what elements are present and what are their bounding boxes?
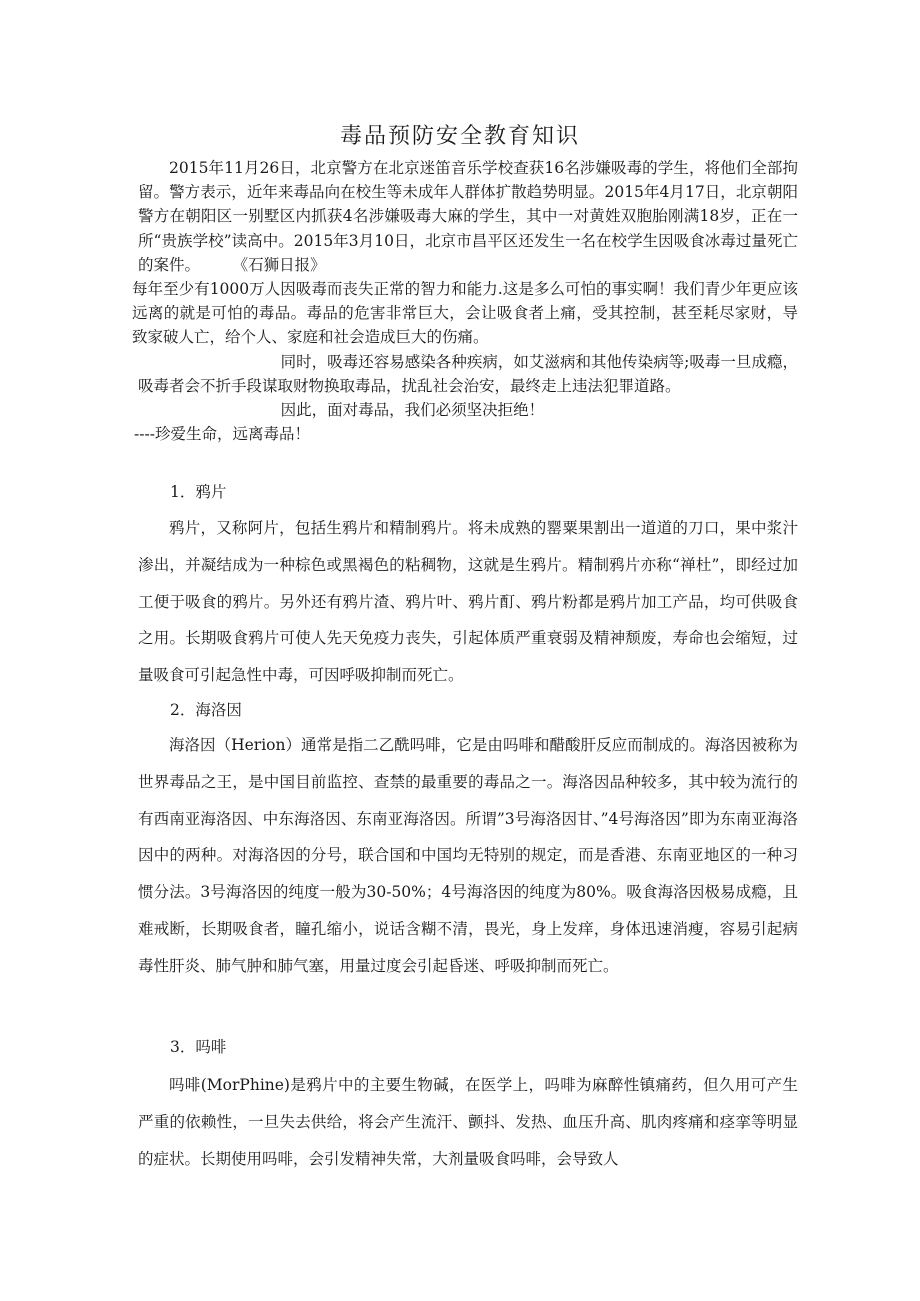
section-heading: 1．鸦片 [170, 483, 227, 501]
section-morphine [138, 1035, 798, 1177]
section-opium [138, 480, 798, 694]
section-body: 海洛因（Herion）通常是指二乙酰吗啡，它是由吗啡和醋酸肝反应而制成的。海洛因被称为世界毒品之王，是中国目前监控、查禁的最重要的毒品之一。海洛因品种较多，其中较为流行的有西南亚海洛因、中东海洛因、东南亚海洛因。所谓”3号海洛因甘、”4号海洛因”即为东南亚海洛因中的两种。对海洛因的分号，联合国和中国均无特别的规定，而是香港、东南亚地区的一种习惯分法。3号海洛因的纯度一般为30-50%；4号海洛因的纯度为80%。吸食海洛因极易成瘾，且难戒断，长期吸食者，瞳孔缩小，说话含糊不清，畏光，身上发痒，身体迅速消瘦，容易引起病毒性肝炎、肺气肿和肺气塞，用量过度会引起昏迷、呼吸抑制而死亡。 [138, 736, 798, 975]
intro-paragraph: 因此，面对毒品，我们必须坚决拒绝！ [280, 401, 545, 420]
news-text: 2015年11月26日，北京警方在北京迷笛音乐学校查获16名涉嫌吸毒的学生，将他们全部拘留。警方表示，近年来毒品向在校生等未成年人群体扩散趋势明显。2015年4月17日，北京朝阳警方在朝阳区一别墅区内抓获4名涉嫌吸毒大麻的学生，其中一对黄姓双胞胎刚满18岁，正在一所“贵族学校”读高中。2015年3月10日，北京市昌平区还发生一名在校学生因吸食冰毒过量死亡的案件。 [138, 159, 798, 274]
page-title: 毒品预防安全教育知识 [339, 124, 580, 149]
section-heading: 3．吗啡 [170, 1038, 227, 1056]
intro-paragraph: 每年至少有1000万人因吸毒而丧失正常的智力和能力.这是多么可怕的事实啊！我们青少年更应该远离的就是可怕的毒品。毒品的危害非常巨大，会让吸食者上痛，受其控制，甚至耗尽家财，导致家破人亡，给个人、家庭和社会造成巨大的伤痛。 [132, 280, 798, 347]
intro-block [132, 156, 798, 446]
section-heading: 2．海洛因 [170, 701, 242, 719]
slogan: ----珍爱生命，远离毒品！ [134, 425, 310, 444]
intro-paragraph [138, 156, 798, 277]
section-heroin [138, 698, 798, 985]
section-body: 吗啡(MorPhine)是鸦片中的主要生物碱，在医学上，吗啡为麻醉性镇痛药，但久用可产生严重的依赖性，一旦失去供给，将会产生流汗、颤抖、发热、血压升高、肌肉疼痛和痉挛等明显的症状。长期使用吗啡，会引发精神失常，大剂量吸食吗啡，会导致人 [138, 1076, 798, 1168]
section-body: 鸦片，又称阿片，包括生鸦片和精制鸦片。将未成熟的罂粟果割出一道道的刀口，果中浆汁渗出，并凝结成为一种棕色或黑褐色的粘稠物，这就是生鸦片。精制鸦片亦称“禅杜”，即经过加工便于吸食的鸦片。另外还有鸦片渣、鸦片叶、鸦片酊、鸦片粉都是鸦片加工产品，均可供吸食之用。长期吸食鸦片可使人先天免疫力丧失，引起体质严重衰弱及精神颓废，寿命也会缩短，过量吸食可引起急性中毒，可因呼吸抑制而死亡。 [138, 519, 798, 685]
news-source: 《石狮日报》 [240, 255, 326, 274]
intro-paragraph: 同时，吸毒还容易感染各种疾病，如艾滋病和其他传染病等;吸毒一旦成瘾，吸毒者会不折手段谋取财物换取毒品，扰乱社会治安，最终走上违法犯罪道路。 [138, 352, 798, 395]
